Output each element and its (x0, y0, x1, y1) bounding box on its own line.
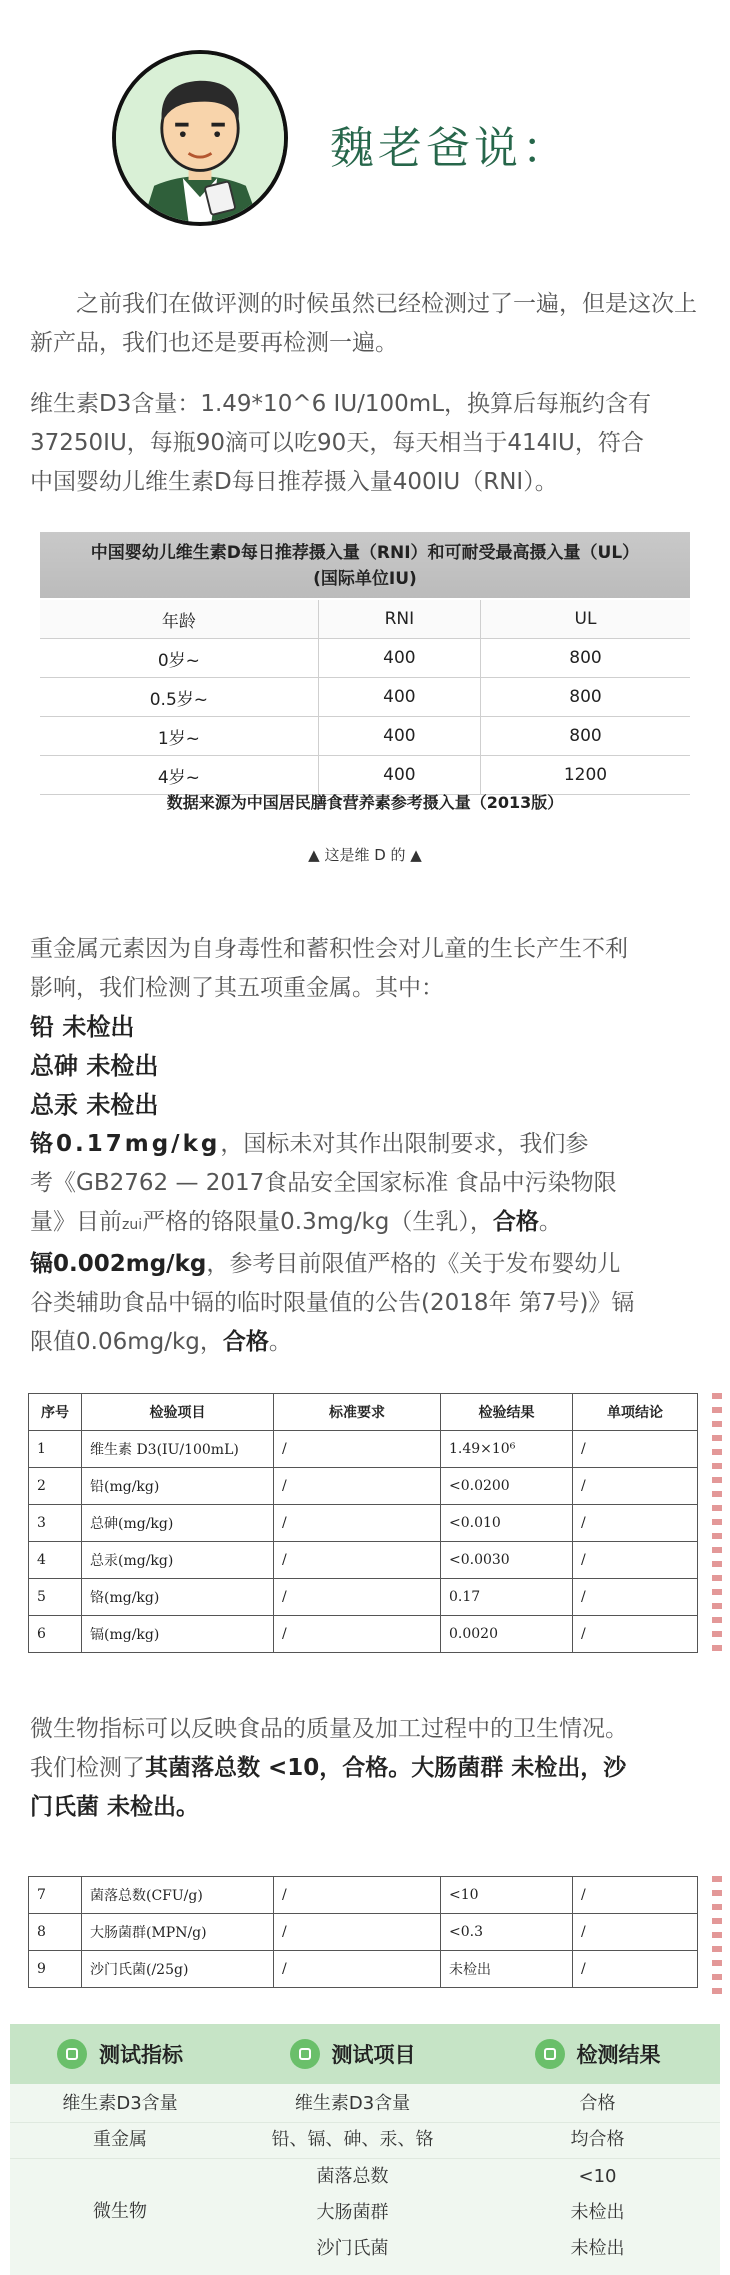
arsenic-result: 总砷 未检出 (30, 1052, 159, 1080)
table-cell: / (274, 1505, 441, 1542)
page-title: 魏老爸说： (330, 123, 570, 174)
rni-source-note: 数据来源为中国居民膳食营养素参考摄入量（2013版） (166, 793, 564, 812)
table-cell: 1.49×10⁶ (441, 1431, 573, 1468)
summary-cell: 铅、镉、砷、汞、铬 (271, 2129, 434, 2150)
cadmium-pass: 合格 (222, 1329, 269, 1355)
micro-result: 其菌落总数 <10，合格。大肠菌群 未检出，沙 (145, 1755, 627, 1781)
table-row (40, 717, 690, 756)
metals-line: 重金属元素因为自身毒性和蓄积性会对儿童的生长产生不利 (30, 936, 628, 962)
table-cell: 1 (29, 1431, 82, 1468)
table-cell: / (573, 1468, 698, 1505)
table-cell: 400 (318, 678, 480, 717)
column-header: UL (481, 600, 691, 639)
lead-result: 铅 未检出 (30, 1013, 135, 1041)
table-cell: 7 (29, 1877, 82, 1914)
test-report-table-micro (28, 1876, 698, 1988)
cadmium-note: ，参考目前限值严格的《关于发布婴幼儿 (206, 1251, 621, 1277)
micro-text: 我们检测了 (30, 1755, 145, 1781)
summary-header-label: 检测结果 (576, 2043, 661, 2067)
table-cell: 0.5岁~ (40, 678, 318, 717)
micro-line (30, 1788, 705, 1827)
table-cell: 0.0020 (441, 1616, 573, 1653)
summary-cell: 合格 (579, 2093, 616, 2114)
vitd-line: 37250IU，每瓶90滴可以吃90天，每天相当于414IU，符合 (30, 430, 644, 456)
summary-cell: 未检出 (570, 2238, 625, 2259)
cartoon-man-icon (116, 54, 284, 222)
row-divider (10, 2158, 720, 2159)
table-cell: / (573, 1877, 698, 1914)
table-cell: 4岁~ (40, 756, 318, 795)
table-cell: / (274, 1579, 441, 1616)
chromium-note: ，国标未对其作出限制要求，我们参 (220, 1131, 589, 1157)
summary-cell: <10 (578, 2166, 617, 2187)
table-cell: / (573, 1579, 698, 1616)
table-cell: 维生素 D3(IU/100mL) (82, 1431, 274, 1468)
summary-cell: 未检出 (570, 2202, 625, 2223)
table-cell: 0.17 (441, 1579, 573, 1616)
table-cell: 400 (318, 756, 480, 795)
table-cell: / (573, 1914, 698, 1951)
table-cell: 2 (29, 1468, 82, 1505)
column-header: 检验项目 (82, 1394, 274, 1431)
table-row (40, 678, 690, 717)
table-cell: / (573, 1431, 698, 1468)
chromium-result: 铬0.17mg/kg (30, 1131, 221, 1157)
summary-cell: 均合格 (570, 2129, 625, 2150)
table-cell: 大肠菌群(MPN/g) (82, 1914, 274, 1951)
cadmium-result: 镉0.002mg/kg (30, 1251, 207, 1277)
table-row (29, 1914, 698, 1951)
table-row (40, 639, 690, 678)
table-cell: / (274, 1877, 441, 1914)
table-row (29, 1877, 698, 1914)
summary-header-label: 测试指标 (99, 2043, 183, 2067)
table-cell: 4 (29, 1542, 82, 1579)
scan-edge-decoration (712, 1876, 722, 1994)
table-cell: / (274, 1431, 441, 1468)
intro-paragraph: 之前我们在做评测的时候虽然已经检测过了一遍，但是这次上新产品，我们也还是要再检测一遍。 (30, 291, 697, 356)
table-cell: 0岁~ (40, 639, 318, 678)
table-header-row (40, 600, 690, 639)
micro-result: 门氏菌 未检出。 (30, 1794, 200, 1820)
metals-line: 影响，我们检测了其五项重金属。其中： (30, 975, 444, 1001)
table-cell: 800 (481, 678, 691, 717)
table-cell: 菌落总数(CFU/g) (82, 1877, 274, 1914)
table-cell: 铅(mg/kg) (82, 1468, 274, 1505)
table-cell: 400 (318, 717, 480, 756)
table-cell: / (274, 1914, 441, 1951)
table-header-row (29, 1394, 698, 1431)
rni-table-image (40, 532, 690, 834)
table-cell: 5 (29, 1579, 82, 1616)
summary-cell: 维生素D3含量 (294, 2093, 411, 2114)
table-cell: 1200 (481, 756, 691, 795)
column-header: 标准要求 (274, 1394, 441, 1431)
chromium-text: zui (122, 1217, 143, 1233)
table-row (29, 1468, 698, 1505)
table-cell: / (573, 1505, 698, 1542)
test-report-table (28, 1393, 698, 1653)
table-cell: 6 (29, 1616, 82, 1653)
summary-cell: 大肠菌群 (316, 2202, 389, 2223)
table-cell: 1岁~ (40, 717, 318, 756)
summary-header-cell (475, 2024, 720, 2084)
cadmium-line: 谷类辅助食品中镉的临时限量值的公告(2018年 第7号)》镉 (30, 1290, 635, 1316)
cadmium-line (30, 1245, 705, 1284)
table-row (29, 1431, 698, 1468)
header (0, 0, 730, 270)
table-cell: 800 (481, 639, 691, 678)
mercury-result: 总汞 未检出 (30, 1091, 159, 1119)
rni-table (40, 600, 690, 795)
summary-header-cell (10, 2024, 230, 2084)
summary-header-cell (230, 2024, 475, 2084)
image-caption: ▲ 这是维 D 的 ▲ (308, 846, 422, 864)
table-row (29, 1542, 698, 1579)
table-cell: / (573, 1616, 698, 1653)
column-header: 年龄 (40, 600, 318, 639)
chromium-line: 考《GB2762 — 2017食品安全国家标准 食品中污染物限 (30, 1170, 617, 1196)
table-cell: <0.010 (441, 1505, 573, 1542)
micro-paragraph (30, 1710, 705, 1827)
column-header: 单项结论 (573, 1394, 698, 1431)
checkmark-icon (535, 2039, 565, 2069)
summary-cell: 菌落总数 (316, 2166, 389, 2187)
vitd-line: 中国婴幼儿维生素D每日推荐摄入量400IU（RNI）。 (30, 469, 558, 495)
column-header: 序号 (29, 1394, 82, 1431)
table-cell: 镉(mg/kg) (82, 1616, 274, 1653)
scan-edge-decoration (712, 1393, 722, 1653)
avatar (112, 50, 288, 226)
punctuation: 。 (268, 1329, 292, 1355)
table-cell: / (274, 1616, 441, 1653)
layers-icon (290, 2039, 320, 2069)
table-cell: 800 (481, 717, 691, 756)
column-header: 检验结果 (441, 1394, 573, 1431)
rni-title-line: 中国婴幼儿维生素D每日推荐摄入量（RNI）和可耐受最高摄入量（UL） (90, 543, 640, 563)
table-cell: <10 (441, 1877, 573, 1914)
column-header: RNI (318, 600, 480, 639)
cadmium-text: 限值0.06mg/kg， (30, 1329, 223, 1355)
table-cell: / (274, 1542, 441, 1579)
table-cell: 总汞(mg/kg) (82, 1542, 274, 1579)
rni-table-title (40, 532, 690, 598)
micro-line: 微生物指标可以反映食品的质量及加工过程中的卫生情况。 (30, 1716, 628, 1742)
chart-icon (57, 2039, 87, 2069)
table-row (29, 1951, 698, 1988)
vitd-line: 维生素D3含量：1.49*10^6 IU/100mL，换算后每瓶约含有 (30, 391, 652, 417)
table-cell: 沙门氏菌(/25g) (82, 1951, 274, 1988)
vitd-paragraph (30, 385, 705, 502)
summary-cell: 微生物 (93, 2201, 147, 2222)
table-cell: 铬(mg/kg) (82, 1579, 274, 1616)
table-cell: <0.0030 (441, 1542, 573, 1579)
summary-table (10, 2024, 720, 2275)
table-cell: 9 (29, 1951, 82, 1988)
table-row (29, 1579, 698, 1616)
micro-line (30, 1749, 705, 1788)
table-cell: / (573, 1951, 698, 1988)
chromium-text: 严格的铬限量0.3mg/kg（生乳）， (142, 1209, 493, 1235)
metals-paragraph (30, 930, 705, 1362)
table-row (29, 1505, 698, 1542)
rni-title-unit: (国际单位IU) (313, 569, 417, 589)
table-cell: 总砷(mg/kg) (82, 1505, 274, 1542)
table-row (40, 756, 690, 795)
table-row (29, 1616, 698, 1653)
summary-header-label: 测试项目 (331, 2043, 416, 2067)
cadmium-line (30, 1323, 705, 1362)
chromium-line (30, 1203, 705, 1245)
table-cell: / (274, 1468, 441, 1505)
table-cell: 400 (318, 639, 480, 678)
chromium-line (30, 1125, 705, 1164)
punctuation: 。 (538, 1209, 562, 1235)
table-cell: 8 (29, 1914, 82, 1951)
summary-cell: 沙门氏菌 (316, 2238, 389, 2259)
chromium-pass: 合格 (492, 1209, 539, 1235)
summary-cell: 重金属 (93, 2129, 147, 2150)
table-cell: 未检出 (441, 1951, 573, 1988)
table-cell: / (274, 1951, 441, 1988)
table-cell: 3 (29, 1505, 82, 1542)
table-cell: <0.3 (441, 1914, 573, 1951)
table-cell: <0.0200 (441, 1468, 573, 1505)
table-cell: / (573, 1542, 698, 1579)
summary-cell: 维生素D3含量 (62, 2093, 178, 2114)
chromium-text: 量》目前 (30, 1209, 122, 1235)
